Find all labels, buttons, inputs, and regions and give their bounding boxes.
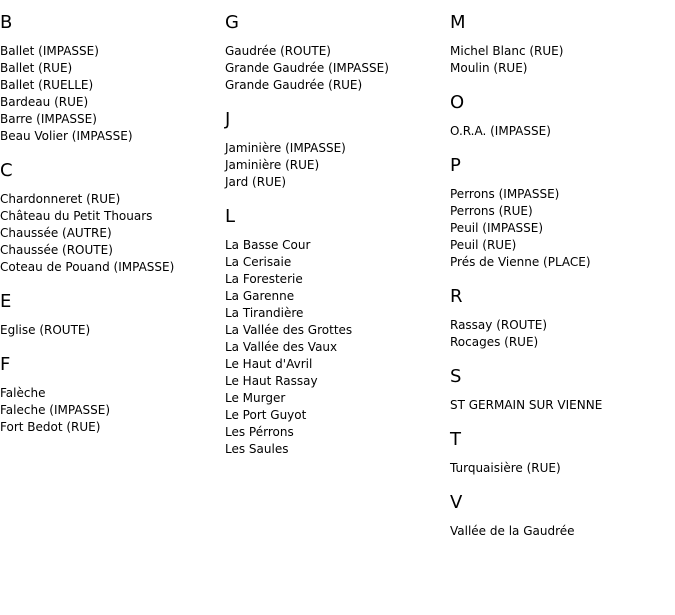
section-letter: J [225, 109, 231, 130]
street-list [450, 123, 670, 140]
street-item[interactable]: Eglise (ROUTE) [0, 323, 91, 337]
street-item[interactable]: Le Haut Rassay [225, 374, 318, 388]
street-item[interactable]: Ballet (RUE) [0, 61, 73, 75]
letter-group-r [450, 286, 670, 351]
street-list [225, 237, 445, 458]
letter-group-c [0, 160, 220, 276]
letter-group-f [0, 354, 220, 436]
letter-group-o [450, 92, 670, 140]
street-index-column-3 [450, 12, 670, 555]
street-item[interactable]: O.R.A. (IMPASSE) [450, 124, 551, 138]
street-item[interactable]: Prés de Vienne (PLACE) [450, 255, 591, 269]
street-index-column-1 [0, 12, 220, 451]
street-item[interactable]: Château du Petit Thouars [0, 209, 153, 223]
street-item[interactable]: Le Murger [225, 391, 286, 405]
street-item[interactable]: Grande Gaudrée (IMPASSE) [225, 61, 389, 75]
street-item[interactable]: La Tirandière [225, 306, 304, 320]
letter-group-p [450, 155, 670, 271]
street-item[interactable]: La Basse Cour [225, 238, 311, 252]
street-item[interactable]: Peuil (IMPASSE) [450, 221, 544, 235]
section-letter: O [450, 92, 465, 113]
street-item[interactable]: Grande Gaudrée (RUE) [225, 78, 363, 92]
letter-group-m [450, 12, 670, 77]
street-list [0, 191, 220, 276]
street-item[interactable]: Jaminière (RUE) [225, 158, 320, 172]
section-letter: M [450, 12, 466, 33]
section-letter: V [450, 492, 463, 513]
letter-group-e [0, 291, 220, 339]
street-index-column-2 [225, 12, 445, 473]
section-letter: T [450, 429, 461, 450]
street-item[interactable]: Rocages (RUE) [450, 335, 539, 349]
street-item[interactable]: La Vallée des Vaux [225, 340, 338, 354]
letter-group-l [225, 206, 445, 458]
street-item[interactable]: Chardonneret (RUE) [0, 192, 121, 206]
section-letter: P [450, 155, 461, 176]
street-item[interactable]: Les Saules [225, 442, 289, 456]
street-item[interactable]: Les Pérrons [225, 425, 294, 439]
section-letter: F [0, 354, 11, 375]
street-item[interactable]: Faleche (IMPASSE) [0, 403, 111, 417]
street-item[interactable]: Falèche [0, 386, 46, 400]
street-item[interactable]: Coteau de Pouand (IMPASSE) [0, 260, 175, 274]
section-letter: C [0, 160, 13, 181]
street-item[interactable]: Ballet (RUELLE) [0, 78, 94, 92]
street-item[interactable]: Rassay (ROUTE) [450, 318, 548, 332]
street-item[interactable]: Chaussée (ROUTE) [0, 243, 113, 257]
section-letter: G [225, 12, 239, 33]
street-item[interactable]: La Vallée des Grottes [225, 323, 353, 337]
street-item[interactable]: Bardeau (RUE) [0, 95, 89, 109]
street-item[interactable]: Le Haut d'Avril [225, 357, 313, 371]
street-item[interactable]: La Garenne [225, 289, 295, 303]
street-list [450, 460, 670, 477]
street-item[interactable]: Vallée de la Gaudrée [450, 524, 575, 538]
letter-group-g [225, 12, 445, 94]
street-item[interactable]: La Foresterie [225, 272, 303, 286]
section-letter: L [225, 206, 236, 227]
street-item[interactable]: Gaudrée (ROUTE) [225, 44, 331, 58]
letter-group-j [225, 109, 445, 191]
street-list [0, 322, 220, 339]
street-list [450, 43, 670, 77]
letter-group-s [450, 366, 670, 414]
street-list [450, 186, 670, 271]
street-list [450, 317, 670, 351]
street-item[interactable]: Jard (RUE) [225, 175, 287, 189]
street-item[interactable]: Jaminière (IMPASSE) [225, 141, 346, 155]
street-item[interactable]: Perrons (RUE) [450, 204, 533, 218]
section-letter: S [450, 366, 462, 387]
street-item[interactable]: Turquaisière (RUE) [450, 461, 561, 475]
street-item[interactable]: Michel Blanc (RUE) [450, 44, 564, 58]
street-list [225, 43, 445, 94]
street-item[interactable]: Ballet (IMPASSE) [0, 44, 99, 58]
street-item[interactable]: Chaussée (AUTRE) [0, 226, 112, 240]
street-item[interactable]: Le Port Guyot [225, 408, 307, 422]
letter-group-v [450, 492, 670, 540]
street-item[interactable]: Beau Volier (IMPASSE) [0, 129, 133, 143]
section-letter: B [0, 12, 13, 33]
street-list [0, 43, 220, 145]
street-item[interactable]: Fort Bedot (RUE) [0, 420, 101, 434]
street-item[interactable]: La Cerisaie [225, 255, 292, 269]
section-letter: R [450, 286, 463, 307]
street-item[interactable]: Moulin (RUE) [450, 61, 528, 75]
letter-group-t [450, 429, 670, 477]
street-list [450, 523, 670, 540]
street-list [450, 397, 670, 414]
letter-group-b [0, 12, 220, 145]
section-letter: E [0, 291, 12, 312]
street-item[interactable]: Perrons (IMPASSE) [450, 187, 560, 201]
street-item[interactable]: Barre (IMPASSE) [0, 112, 97, 126]
street-list [225, 140, 445, 191]
street-item[interactable]: Peuil (RUE) [450, 238, 517, 252]
street-item[interactable]: ST GERMAIN SUR VIENNE [450, 398, 603, 412]
street-list [0, 385, 220, 436]
